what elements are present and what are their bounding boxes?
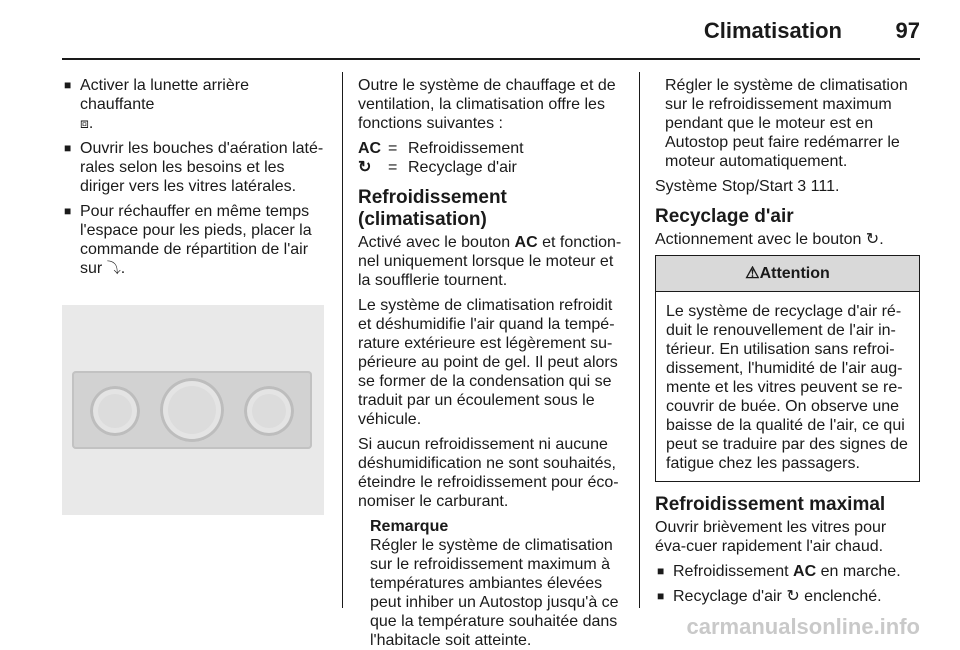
bullet-icon: ■ [657,564,665,578]
list-item: ■ Activer la lunette arrière chauffante ⧈. [64,77,249,132]
note-box: Remarque Régler le système de climatisation sur le refroidissement maximum à températures ambiantes élevées peut inhiber un Autostop jusqu'à ce que la température souhaitée dans l'habitacle soit atteinte. [370,518,619,649]
column-divider-2 [639,72,640,608]
definition-row: AC = Refroidissement [358,140,524,157]
note-continuation: Régler le système de climatisation sur le refroidissement maximum pendant que le moteur est en Autostop peut faire redémarrer le moteur automatiquement. [665,77,908,170]
section-heading: Refroidissement maximal [655,494,886,515]
bullet-icon: ■ [657,589,665,603]
watermark: carmanualsonline.info [686,614,920,639]
air-distribution-feet-icon: ⤵ [106,260,121,276]
paragraph: Actionnement avec le bouton ↻. [655,231,884,248]
warning-text: Le système de recyclage d'air ré-duit le renouvellement de l'air in-térieur. En utilisation sans refroi-dissement, l'humidité de l'air aug-mente et les vitres peuvent se re-couvrir de buée. On observe une baisse de la qualité de l'air, ce qui peut se traduire par des signes de fatigue chez les passagers. [666,303,908,472]
bullet-icon: ■ [64,204,72,218]
list-item: ■ Pour réchauffer en même temps l'espace pour les pieds, placer la commande de répartition de l'air sur ⤵. [64,203,312,277]
section-heading: Recyclage d'air [655,206,794,227]
column-2 [358,76,626,650]
definition-row: ↻ = Recyclage d'air [358,159,517,176]
column-3 [655,76,920,612]
list-item: ■ Ouvrir les bouches d'aération laté-rales selon les besoins et les diriger vers les vitres latérales. [64,140,324,195]
list-item: ■ Recyclage d'air ↻ enclenché. [657,588,882,605]
rear-window-heater-icon: ⧈ [80,115,89,131]
bullet-icon: ■ [64,78,72,92]
bullet-icon: ■ [64,141,72,155]
paragraph: Le système de climatisation refroidit et déshumidifie l'air quand la tempé-rature extérieure est légèrement su-périeure au point de gel. Il peut alors se former de la condensation qui se traduit par un écoulement sous le véhicule. [358,297,618,428]
warning-header: ⚠Attention [656,256,919,292]
fan-speed-knob [160,378,224,442]
section-heading: Refroidissement (climatisation) [358,187,507,230]
paragraph: Activé avec le bouton AC et fonction-nel uniquement lorsque le moteur et la soufflerie tournent. [358,234,622,289]
page-header-title: Climatisation [703,18,842,43]
page-number: 97 [895,18,920,43]
paragraph: Ouvrir brièvement les vitres pour éva-cuer rapidement l'air chaud. [655,519,887,555]
column-1 [62,76,327,334]
climate-control-panel-image [62,305,324,515]
warning-triangle-icon: ⚠ [745,265,760,282]
cross-reference: Système Stop/Start 3 111. [655,178,840,195]
warning-box [655,255,920,482]
recirculation-icon: ↻ [358,159,372,176]
temperature-knob [90,386,140,436]
column-divider-1 [342,72,343,608]
paragraph: Si aucun refroidissement ni aucune déshumidification ne sont souhaités, éteindre le refroidissement pour éco-nomiser le carburant. [358,436,619,510]
intro-text: Outre le système de chauffage et de ventilation, la climatisation offre les fonctions suivantes : [358,77,616,132]
page-ref-arrow-icon: 3 [797,178,807,195]
list-item: ■ Refroidissement AC en marche. [657,563,901,580]
air-distribution-knob [244,386,294,436]
control-panel [72,371,312,449]
header-rule [62,58,920,60]
